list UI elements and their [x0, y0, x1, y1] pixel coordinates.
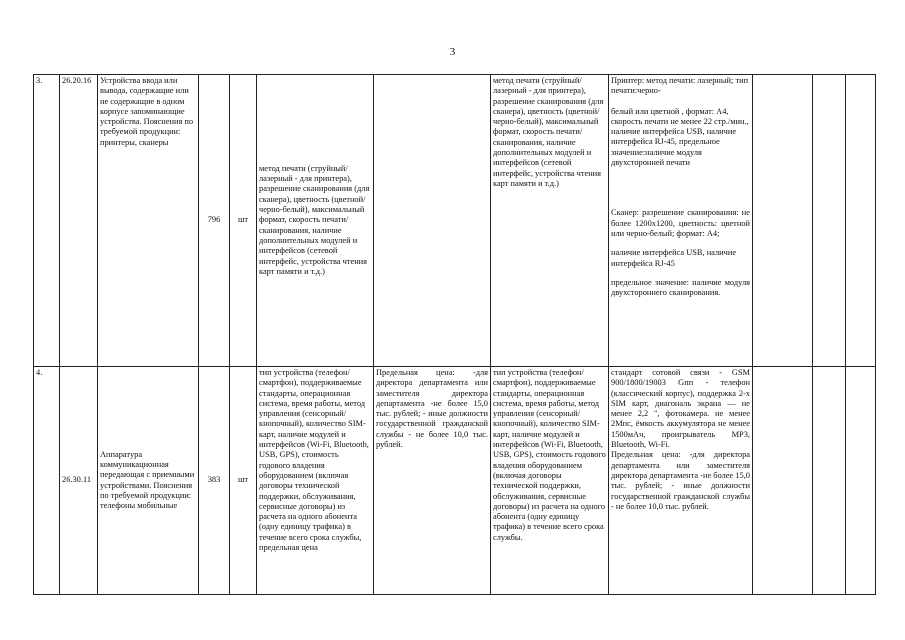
- empty-cell: [813, 367, 846, 595]
- value-paragraph: стандарт сотовой связи - GSM 900/1800/1900З Gпп - телефон (классический корпус), поддержка 2-х SIM карт, диагональ экрана — не менее 2,2 ", фотокамера. не менее 2Мпс, ёмкость аккумулятора не менее 1500мАч, проигрыватель MP3, Bluetooth, Wi-Fi.: [611, 368, 750, 450]
- empty-cell: [813, 75, 846, 367]
- okpd-code: 26.30.11: [60, 367, 98, 595]
- value-paragraph: Принтер: метод печати: лазерный; тип печати:черно-: [611, 76, 749, 96]
- product-name: Аппаратура коммуникационная передающая с приемными устройствами. Пояснения по требуемой продукции: телефоны мобильные: [98, 367, 199, 595]
- okpd-code: 26.20.16: [60, 75, 98, 367]
- characteristic-values: [609, 75, 753, 367]
- empty-cell: [753, 75, 813, 367]
- unit: шт: [230, 367, 257, 595]
- unit: шт: [230, 75, 257, 367]
- empty-cell: [846, 75, 876, 367]
- page-number: 3: [449, 46, 456, 58]
- price-limit: [374, 75, 491, 367]
- characteristics: метод печати (струйный/лазерный - для принтера), разрешение сканирования (для сканера), цветность (цветной/черно-белый), максимальный формат, скорость печати/сканирования, наличие дополнительных модулей и интерфейсов (сетевой интерфейс, устройства чтения карт памяти и т.д.): [257, 75, 374, 367]
- value-paragraph: Сканер: разрешение сканирования: не более 1200x1200, цветность: цветной или черно-белый; формат: А4;: [611, 208, 750, 238]
- row-number: 3.: [34, 75, 60, 367]
- table-row: [34, 75, 876, 367]
- price-limit: Предельная цена: -для директора департамента или заместителя директора департамента -не более 15,0 тыс. рублей; - иные должности государственной гражданской службы - не более 10,0 тыс. рублей.: [374, 367, 491, 595]
- empty-cell: [846, 367, 876, 595]
- characteristics-approved: тип устройства (телефон/смартфон), поддерживаемые стандарты, операционная система, время работы, метод управления (сенсорный/кнопочный), количество SIM-карт, наличие модулей и интерфейсов (Wi-Fi, Bluetooth, USB, GPS), стоимость годового владения оборудованием (включая договоры технической поддержки, обслуживания, сервисные договоры) из расчета на одного абонента (одну единицу трафика) в течение всего срока службы.: [491, 367, 609, 595]
- value-paragraph: предельное значение: наличие модуля двухстороннего сканирования.: [611, 277, 750, 298]
- empty-cell: [753, 367, 813, 595]
- characteristic-values: [609, 367, 753, 595]
- table-row: [34, 367, 876, 595]
- specification-table: [33, 74, 876, 595]
- quantity: 383: [199, 367, 230, 595]
- quantity: 796: [199, 75, 230, 367]
- product-name: Устройства ввода или вывода, содержащие или не содержащие в одном корпусе запоминающие устройства. Пояснения по требуемой продукции: принтеры, сканеры: [98, 75, 199, 367]
- row-number: 4.: [34, 367, 60, 595]
- value-paragraph: наличие интерфейса USB, наличие интерфейса RJ-45: [611, 248, 737, 268]
- value-paragraph: белый или цветной , формат: А4, скорость печати не менее 22 стр./мин., наличие интерфейса USB, наличие интерфейса RJ-45, предельное значение:наличие модуля двухсторонней печати: [611, 106, 749, 168]
- value-paragraph: Предельная цена: -для директора департамента или заместителя директора департамента -не более 15,0 тыс. рублей; - иные должности государственной гражданской службы - не более 10,0 тыс. рублей.: [611, 450, 750, 511]
- characteristics-approved: метод печати (струйный/лазерный - для принтера), разрешение сканирования (для сканера), цветность (цветной/черно-белый), максимальный формат, скорость печати/сканирования, наличие дополнительных модулей и интерфейсов (сетевой интерфейс, устройства чтения карт памяти и т.д.): [491, 75, 609, 367]
- characteristics: тип устройства (телефон/смартфон), поддерживаемые стандарты, операционная система, время работы, метод управления (сенсорный/кнопочный), количество SIM-карт, наличие модулей и интерфейсов (Wi-Fi, Bluetooth, USB, GPS), стоимость годового владения оборудованием (включая договоры технической поддержки, обслуживания, сервисные договоры) из расчета на одного абонента (одну единицу трафика) в течение всего срока службы, предельная цена: [257, 367, 374, 595]
